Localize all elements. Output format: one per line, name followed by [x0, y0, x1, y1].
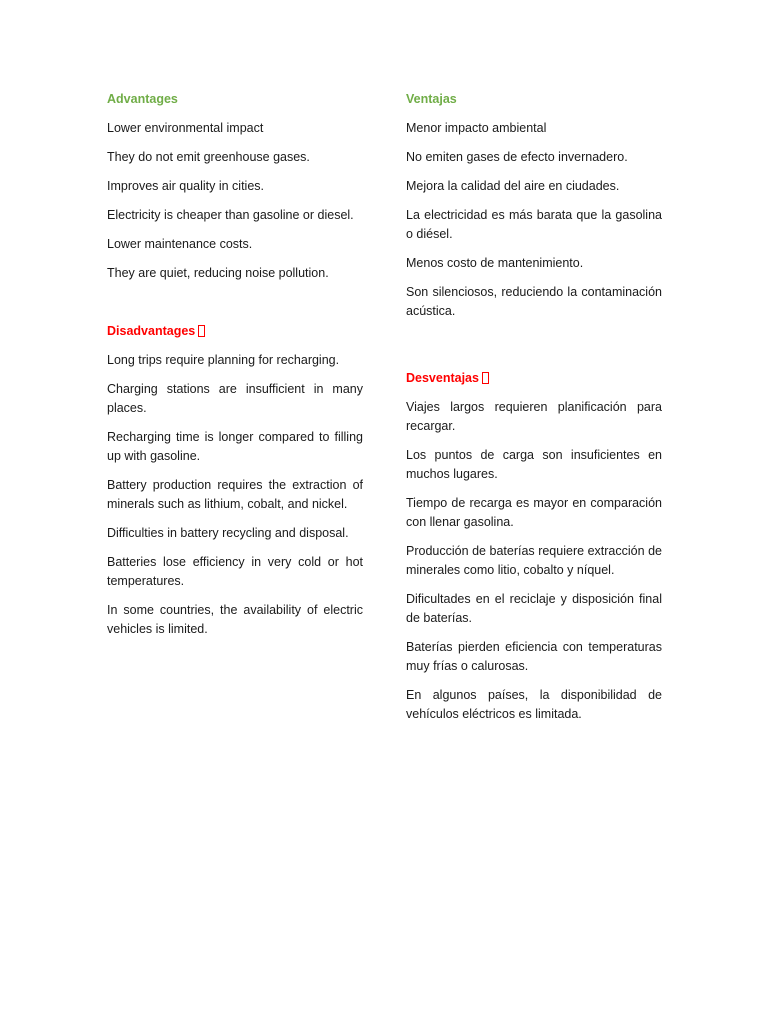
desventajas-heading [406, 369, 662, 388]
ventajas-heading: Ventajas [406, 92, 457, 106]
disadvantage-item: Battery production requires the extraction of minerals such as lithium, cobalt, and nickel. [107, 478, 363, 511]
desventaja-item: Producción de baterías requiere extracción de minerales como litio, cobalto y níquel. [406, 544, 662, 577]
spanish-column [406, 90, 662, 734]
advantage-item: Improves air quality in cities. [107, 179, 265, 193]
missing-glyph-box-icon [198, 325, 205, 337]
desventaja-item: Los puntos de carga son insuficientes en muchos lugares. [406, 448, 662, 481]
desventajas-list [406, 398, 662, 724]
desventajas-heading-text: Desventajas [406, 371, 479, 385]
disadvantage-item: In some countries, the availability of electric vehicles is limited. [107, 603, 363, 636]
advantage-item: They are quiet, reducing noise pollution. [107, 266, 329, 280]
advantage-item: Electricity is cheaper than gasoline or diesel. [107, 208, 354, 222]
desventaja-item: En algunos países, la disponibilidad de vehículos eléctricos es limitada. [406, 688, 662, 721]
desventaja-item: Dificultades en el reciclaje y disposición final de baterías. [406, 592, 662, 625]
section-spacer [406, 331, 662, 369]
disadvantage-item: Batteries lose efficiency in very cold or hot temperatures. [107, 555, 363, 588]
disadvantages-heading [107, 322, 363, 341]
ventajas-list [406, 119, 662, 321]
disadvantage-item: Difficulties in battery recycling and disposal. [107, 526, 349, 540]
disadvantage-item: Recharging time is longer compared to filling up with gasoline. [107, 430, 363, 463]
english-column [107, 90, 363, 649]
advantage-item: Lower environmental impact [107, 121, 264, 135]
disadvantages-heading-text: Disadvantages [107, 324, 196, 338]
desventaja-item: Viajes largos requieren planificación para recargar. [406, 400, 662, 433]
disadvantage-item: Long trips require planning for recharging. [107, 353, 340, 367]
advantages-list [107, 119, 363, 283]
disadvantage-item: Charging stations are insufficient in many places. [107, 382, 363, 415]
advantage-item: They do not emit greenhouse gases. [107, 150, 310, 164]
ventaja-item: Menos costo de mantenimiento. [406, 256, 584, 270]
desventaja-item: Tiempo de recarga es mayor en comparación con llenar gasolina. [406, 496, 662, 529]
ventaja-item: Mejora la calidad del aire en ciudades. [406, 179, 620, 193]
ventaja-item: Son silenciosos, reduciendo la contaminación acústica. [406, 285, 662, 318]
advantages-heading: Advantages [107, 92, 178, 106]
section-spacer [107, 293, 363, 322]
disadvantages-list [107, 351, 363, 639]
desventaja-item: Baterías pierden eficiencia con temperaturas muy frías o calurosas. [406, 640, 662, 673]
ventaja-item: Menor impacto ambiental [406, 121, 547, 135]
advantage-item: Lower maintenance costs. [107, 237, 253, 251]
ventaja-item: La electricidad es más barata que la gasolina o diésel. [406, 208, 662, 241]
missing-glyph-box-icon [482, 372, 489, 384]
ventaja-item: No emiten gases de efecto invernadero. [406, 150, 628, 164]
